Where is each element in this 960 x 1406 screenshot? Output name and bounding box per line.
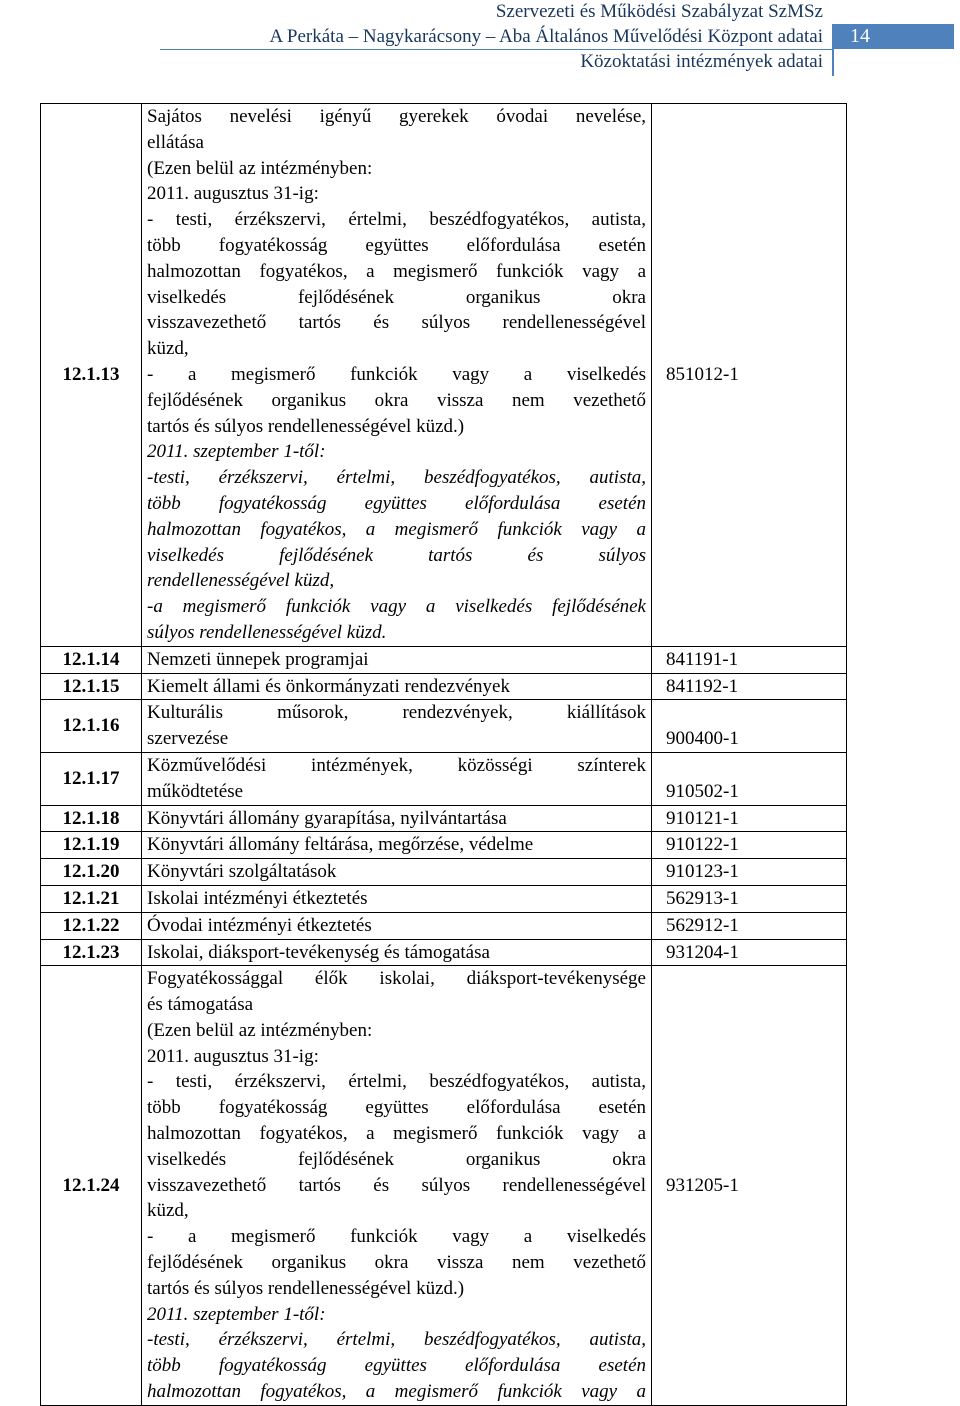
table-row (41, 885, 847, 912)
row-code: 910123-1 (652, 859, 847, 886)
desc-line: Kulturális műsorok, rendezvények, kiállítások (147, 702, 646, 724)
desc-line: több fogyatékosság együttes előfordulása esetén (147, 1097, 646, 1119)
desc-line: visszavezethető tartós és súlyos rendellenességével (147, 1174, 646, 1196)
desc-line: ellátása (147, 131, 204, 153)
page-number: 14 (832, 24, 954, 49)
row-code: 562913-1 (652, 885, 847, 912)
desc-line: - a megismerő funkciók vagy a viselkedés (147, 363, 646, 385)
row-description: Iskolai, diáksport-tevékenység és támogatása (142, 939, 652, 966)
row-description: Iskolai intézményi étkeztetés (142, 885, 652, 912)
desc-line: Sajátos nevelési igényű gyerekek óvodai nevelése, (147, 106, 646, 127)
table-row (41, 939, 847, 966)
desc-line: - a megismerő funkciók vagy a viselkedés (147, 1226, 646, 1248)
row-description: Könyvtári állomány feltárása, megőrzése, védelme (142, 832, 652, 859)
table-row (41, 912, 847, 939)
row-description (142, 966, 652, 1406)
desc-line: halmozottan fogyatékos, a megismerő funkciók vagy a (147, 1381, 646, 1403)
row-number: 12.1.23 (41, 939, 142, 966)
table-row (41, 700, 847, 753)
row-number: 12.1.17 (41, 752, 142, 805)
row-description (142, 752, 652, 805)
row-number: 12.1.18 (41, 805, 142, 832)
desc-line: több fogyatékosság együttes előfordulása esetén (147, 492, 646, 514)
desc-line: szervezése (147, 728, 229, 750)
row-code: 851012-1 (652, 104, 847, 647)
table-row (41, 859, 847, 886)
row-number: 12.1.19 (41, 832, 142, 859)
desc-line: küzd, (147, 1200, 189, 1222)
row-number: 12.1.24 (41, 966, 142, 1406)
row-description: Óvodai intézményi étkeztetés (142, 912, 652, 939)
row-code: 562912-1 (652, 912, 847, 939)
header-rule (832, 49, 834, 76)
header-divider (160, 49, 832, 50)
header-subtitle: A Perkáta – Nagykarácsony – Aba Általános Művelődési Központ adatai (269, 26, 823, 47)
desc-line: 2011. szeptember 1-től: (147, 441, 326, 463)
desc-line: -testi, érzékszervi, értelmi, beszédfogyatékos, autista, (147, 467, 646, 489)
table-row (41, 832, 847, 859)
desc-line: működtetése (147, 780, 244, 802)
desc-line: több fogyatékosság együttes előfordulása esetén (147, 1355, 646, 1377)
row-code: 841191-1 (652, 646, 847, 673)
desc-line: viselkedés fejlődésének organikus okra (147, 286, 646, 308)
row-description (142, 104, 652, 647)
table-row (41, 805, 847, 832)
row-code: 931204-1 (652, 939, 847, 966)
row-number: 12.1.20 (41, 859, 142, 886)
desc-line: (Ezen belül az intézményben: (147, 1019, 373, 1041)
row-code: 910121-1 (652, 805, 847, 832)
row-number: 12.1.22 (41, 912, 142, 939)
desc-line: Fogyatékossággal élők iskolai, diáksport-tevékenysége (147, 968, 646, 990)
row-number: 12.1.15 (41, 673, 142, 700)
row-description: Nemzeti ünnepek programjai (142, 646, 652, 673)
row-number: 12.1.13 (41, 104, 142, 647)
row-number: 12.1.14 (41, 646, 142, 673)
desc-line: 2011. augusztus 31-ig: (147, 1045, 319, 1067)
desc-line: (Ezen belül az intézményben: (147, 157, 373, 179)
desc-line: - testi, érzékszervi, értelmi, beszédfogyatékos, autista, (147, 1071, 646, 1093)
desc-line: halmozottan fogyatékos, a megismerő funkciók vagy a (147, 1123, 646, 1145)
row-description: Könyvtári szolgáltatások (142, 859, 652, 886)
row-code: 841192-1 (652, 673, 847, 700)
header-title: Szervezeti és Működési Szabályzat SzMSz (495, 1, 823, 22)
header-section: Közoktatási intézmények adatai (580, 51, 823, 72)
table-row (41, 673, 847, 700)
table-row (41, 646, 847, 673)
row-number: 12.1.21 (41, 885, 142, 912)
row-description: Könyvtári állomány gyarapítása, nyilvántartása (142, 805, 652, 832)
row-description: Kiemelt állami és önkormányzati rendezvények (142, 673, 652, 700)
desc-line: viselkedés fejlődésének tartós és súlyos (147, 544, 646, 566)
desc-line: tartós és súlyos rendellenességével küzd.) (147, 1277, 465, 1299)
desc-line: viselkedés fejlődésének organikus okra (147, 1148, 646, 1170)
table-row (41, 966, 847, 1406)
table-row (41, 752, 847, 805)
desc-line: több fogyatékosság együttes előfordulása esetén (147, 234, 646, 256)
desc-line: halmozottan fogyatékos, a megismerő funkciók vagy a (147, 518, 646, 540)
desc-line: tartós és súlyos rendellenességével küzd.) (147, 415, 465, 437)
row-description (142, 700, 652, 753)
desc-line: rendellenességével küzd, (147, 570, 335, 592)
row-code: 910502-1 (652, 752, 847, 805)
desc-line: Közművelődési intézmények, közösségi színterek (147, 754, 646, 776)
desc-line: - testi, érzékszervi, értelmi, beszédfogyatékos, autista, (147, 209, 646, 231)
table-row (41, 104, 847, 647)
desc-line: -testi, érzékszervi, értelmi, beszédfogyatékos, autista, (147, 1329, 646, 1351)
row-code: 931205-1 (652, 966, 847, 1406)
row-code: 900400-1 (652, 700, 847, 753)
row-code: 910122-1 (652, 832, 847, 859)
desc-line: fejlődésének organikus okra vissza nem vezethető (147, 1252, 646, 1274)
desc-line: 2011. augusztus 31-ig: (147, 183, 319, 205)
activity-table (40, 103, 847, 1406)
desc-line: fejlődésének organikus okra vissza nem vezethető (147, 389, 646, 411)
desc-line: halmozottan fogyatékos, a megismerő funkciók vagy a (147, 260, 646, 282)
row-number: 12.1.16 (41, 700, 142, 753)
desc-line: küzd, (147, 338, 189, 360)
desc-line: 2011. szeptember 1-től: (147, 1303, 326, 1325)
desc-line: és támogatása (147, 994, 254, 1016)
desc-line: -a megismerő funkciók vagy a viselkedés fejlődésének (147, 596, 646, 618)
desc-line: súlyos rendellenességével küzd. (147, 621, 387, 643)
desc-line: visszavezethető tartós és súlyos rendellenességével (147, 312, 646, 334)
